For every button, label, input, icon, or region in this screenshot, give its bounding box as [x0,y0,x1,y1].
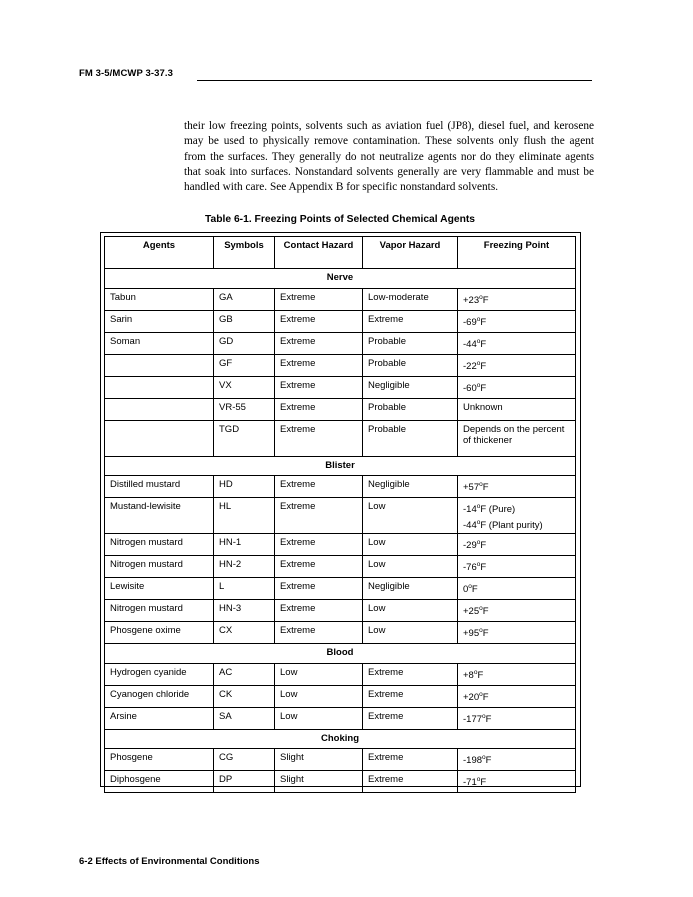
freezing-point-value [463,504,570,516]
symbol-cell: TGD [214,420,275,456]
symbol-cell: DP [214,771,275,793]
column-header: Contact Hazard [275,237,363,269]
freezing-point-value [463,777,570,789]
degree-symbol: o [476,518,481,526]
symbol-cell: HN-1 [214,534,275,556]
group-label: Choking [105,729,576,749]
contact-hazard-cell: Extreme [275,578,363,600]
freezing-point-value [463,606,570,618]
freezing-point-value [463,692,570,704]
degree-symbol: o [468,583,472,590]
temperature-number: +57 [463,482,480,493]
temperature-unit: F (Plant purity) [480,519,543,531]
agent-cell: Diphosgene [105,771,214,793]
freezing-point-value [463,714,570,726]
degree-symbol: o [476,503,481,510]
vapor-hazard-cell: Probable [363,398,458,420]
vapor-hazard-cell: Negligible [363,578,458,600]
freezing-point-value [463,383,570,395]
agent-cell [105,420,214,456]
freezing-point-value [463,339,570,351]
agent-cell [105,376,214,398]
contact-hazard-cell: Extreme [275,476,363,498]
temperature-unit: F [480,316,487,328]
degree-symbol: o [476,561,481,568]
vapor-hazard-cell: Low [363,556,458,578]
table-row [105,332,576,354]
temperature-unit: F [482,606,489,617]
contact-hazard-cell: Extreme [275,288,363,310]
symbol-cell: HL [214,498,275,534]
contact-hazard-cell: Extreme [275,556,363,578]
degree-symbol: o [482,712,486,720]
agent-cell: Arsine [105,707,214,729]
freezing-point-cell [458,600,576,622]
degree-symbol: o [476,337,481,345]
temperature-number: +20 [463,691,480,703]
body-paragraph: their low freezing points, solvents such as aviation fuel (JP8), diesel fuel, and kerosene may be used to physically remove contamination. These solvents only flush the agent from the surfaces. They generally do not neutralize agents nor do they eliminate agents that soak into surfaces. Nonstandard solvents generally are very flammable and must be handled with care. See Appendix B for specific nonstandard solvents. [184,120,594,194]
temperature-unit: F [480,777,487,788]
freezing-point-value [463,295,570,307]
table-row [105,556,576,578]
agent-cell: Distilled mustard [105,476,214,498]
freezing-point-cell [458,354,576,376]
temperature-unit: F [480,562,487,573]
temperature-number: -69 [463,316,477,328]
page-footer: 6-2 Effects of Environmental Conditions [79,856,260,867]
temperature-unit: F [480,360,487,372]
agent-cell: Hydrogen cyanide [105,663,214,685]
freezing-point-value [463,584,570,596]
group-label: Blood [105,644,576,664]
vapor-hazard-cell: Probable [363,354,458,376]
degree-symbol: o [479,605,483,612]
freezing-point-cell: Unknown [458,398,576,420]
freezing-point-value [463,755,570,767]
degree-symbol: o [479,690,483,698]
temperature-number: -177 [463,713,483,725]
table-row [105,354,576,376]
freezing-point-cell [458,685,576,707]
agent-cell: Mustand-lewisite [105,498,214,534]
vapor-hazard-cell: Extreme [363,663,458,685]
freezing-point-value [463,317,570,329]
group-label: Nerve [105,269,576,289]
table-row [105,288,576,310]
temperature-unit: F [477,669,484,681]
symbol-cell: VR-55 [214,398,275,420]
table-row [105,420,576,456]
temperature-number: -60 [463,382,477,394]
freezing-point-cell [458,476,576,498]
freezing-point-value [463,361,570,373]
freezing-point-cell [458,310,576,332]
column-header: Symbols [214,237,275,269]
vapor-hazard-cell: Extreme [363,707,458,729]
agent-cell: Phosgene oxime [105,622,214,644]
degree-symbol: o [476,315,481,323]
vapor-hazard-cell: Low [363,622,458,644]
table-row [105,707,576,729]
freezing-points-table [104,236,576,793]
degree-symbol: o [482,754,486,761]
contact-hazard-cell: Extreme [275,498,363,534]
temperature-unit: F [471,584,478,595]
temperature-number: -44 [463,338,477,350]
contact-hazard-cell: Low [275,685,363,707]
temperature-number: +25 [463,606,480,617]
degree-symbol: o [476,776,481,783]
degree-symbol: o [476,539,481,546]
agent-cell: Sarin [105,310,214,332]
temperature-number: -198 [463,755,483,766]
contact-hazard-cell: Extreme [275,354,363,376]
temperature-number: -22 [463,360,477,372]
freezing-point-cell [458,534,576,556]
degree-symbol: o [476,359,481,367]
vapor-hazard-cell: Probable [363,332,458,354]
degree-symbol: o [473,668,478,676]
column-header: Vapor Hazard [363,237,458,269]
freezing-point-cell [458,707,576,729]
symbol-cell: GA [214,288,275,310]
vapor-hazard-cell: Negligible [363,376,458,398]
table-group-row [105,269,576,289]
freezing-point-value [463,482,570,494]
running-header: FM 3-5/MCWP 3-37.3 [79,68,174,79]
table-row [105,685,576,707]
temperature-number: +95 [463,628,480,639]
contact-hazard-cell: Extreme [275,534,363,556]
table-body [105,269,576,793]
symbol-cell: HN-3 [214,600,275,622]
vapor-hazard-cell: Low [363,534,458,556]
group-label: Blister [105,456,576,476]
freezing-point-cell [458,498,576,534]
freezing-point-cell: Depends on the percent of thickener [458,420,576,456]
contact-hazard-cell: Slight [275,749,363,771]
temperature-unit: F (Pure) [480,504,516,515]
contact-hazard-cell: Slight [275,771,363,793]
vapor-hazard-cell: Probable [363,420,458,456]
table-row [105,376,576,398]
table-row [105,600,576,622]
symbol-cell: CX [214,622,275,644]
freezing-point-cell [458,771,576,793]
freezing-point-cell [458,556,576,578]
freezing-point-value [463,670,570,682]
freezing-point-value [463,628,570,640]
agent-cell: Soman [105,332,214,354]
contact-hazard-cell: Extreme [275,332,363,354]
degree-symbol: o [476,381,481,389]
table-row [105,622,576,644]
temperature-unit: F [485,713,492,725]
temperature-unit: F [482,482,489,493]
column-header: Agents [105,237,214,269]
column-header: Freezing Point [458,237,576,269]
freezing-point-cell [458,376,576,398]
vapor-hazard-cell: Low [363,498,458,534]
symbol-cell: CK [214,685,275,707]
header-rule [197,80,592,81]
freezing-point-cell [458,622,576,644]
table-row [105,749,576,771]
freezing-point-cell [458,332,576,354]
agent-cell: Lewisite [105,578,214,600]
contact-hazard-cell: Low [275,707,363,729]
symbol-cell: SA [214,707,275,729]
temperature-number: +8 [463,669,474,681]
agent-cell: Cyanogen chloride [105,685,214,707]
freezing-point-cell [458,288,576,310]
temperature-number: -44 [463,519,477,531]
degree-symbol: o [479,481,483,488]
contact-hazard-cell: Extreme [275,398,363,420]
table-row [105,310,576,332]
table-row [105,498,576,534]
table-row [105,771,576,793]
degree-symbol: o [479,627,483,634]
table-row [105,578,576,600]
temperature-unit: F [485,755,492,766]
contact-hazard-cell: Extreme [275,420,363,456]
temperature-unit: F [482,628,489,639]
temperature-unit: F [480,382,487,394]
agent-cell: Phosgene [105,749,214,771]
symbol-cell: GD [214,332,275,354]
freezing-point-cell [458,663,576,685]
contact-hazard-cell: Extreme [275,622,363,644]
temperature-number: +23 [463,294,480,306]
freezing-point-value [463,562,570,574]
vapor-hazard-cell: Extreme [363,310,458,332]
agent-cell: Nitrogen mustard [105,534,214,556]
symbol-cell: HD [214,476,275,498]
temperature-number: -14 [463,504,477,515]
freezing-point-value [463,540,570,552]
vapor-hazard-cell: Extreme [363,685,458,707]
temperature-unit: F [480,540,487,551]
temperature-number: -76 [463,562,477,573]
agent-cell: Nitrogen mustard [105,556,214,578]
symbol-cell: GB [214,310,275,332]
temperature-unit: F [482,294,489,306]
agent-cell: Nitrogen mustard [105,600,214,622]
table-group-row [105,729,576,749]
agent-cell: Tabun [105,288,214,310]
contact-hazard-cell: Extreme [275,600,363,622]
vapor-hazard-cell: Extreme [363,771,458,793]
temperature-unit: F [480,338,487,350]
agent-cell [105,354,214,376]
table-title: Table 6-1. Freezing Points of Selected Chemical Agents [204,214,476,225]
freezing-point-cell [458,578,576,600]
symbol-cell: HN-2 [214,556,275,578]
table-group-row [105,456,576,476]
contact-hazard-cell: Extreme [275,310,363,332]
vapor-hazard-cell: Negligible [363,476,458,498]
contact-hazard-cell: Extreme [275,376,363,398]
freezing-point-cell [458,749,576,771]
freezing-point-value [463,520,570,532]
symbol-cell: L [214,578,275,600]
table-row [105,398,576,420]
vapor-hazard-cell: Low-moderate [363,288,458,310]
vapor-hazard-cell: Extreme [363,749,458,771]
symbol-cell: AC [214,663,275,685]
temperature-unit: F [482,691,489,703]
table-row [105,663,576,685]
symbol-cell: GF [214,354,275,376]
table-row [105,476,576,498]
table-group-row [105,644,576,664]
degree-symbol: o [479,293,483,301]
contact-hazard-cell: Low [275,663,363,685]
table-row [105,534,576,556]
symbol-cell: VX [214,376,275,398]
temperature-number: -29 [463,540,477,551]
temperature-number: -71 [463,777,477,788]
temperature-number: 0 [463,584,469,595]
vapor-hazard-cell: Low [363,600,458,622]
symbol-cell: CG [214,749,275,771]
agent-cell [105,398,214,420]
